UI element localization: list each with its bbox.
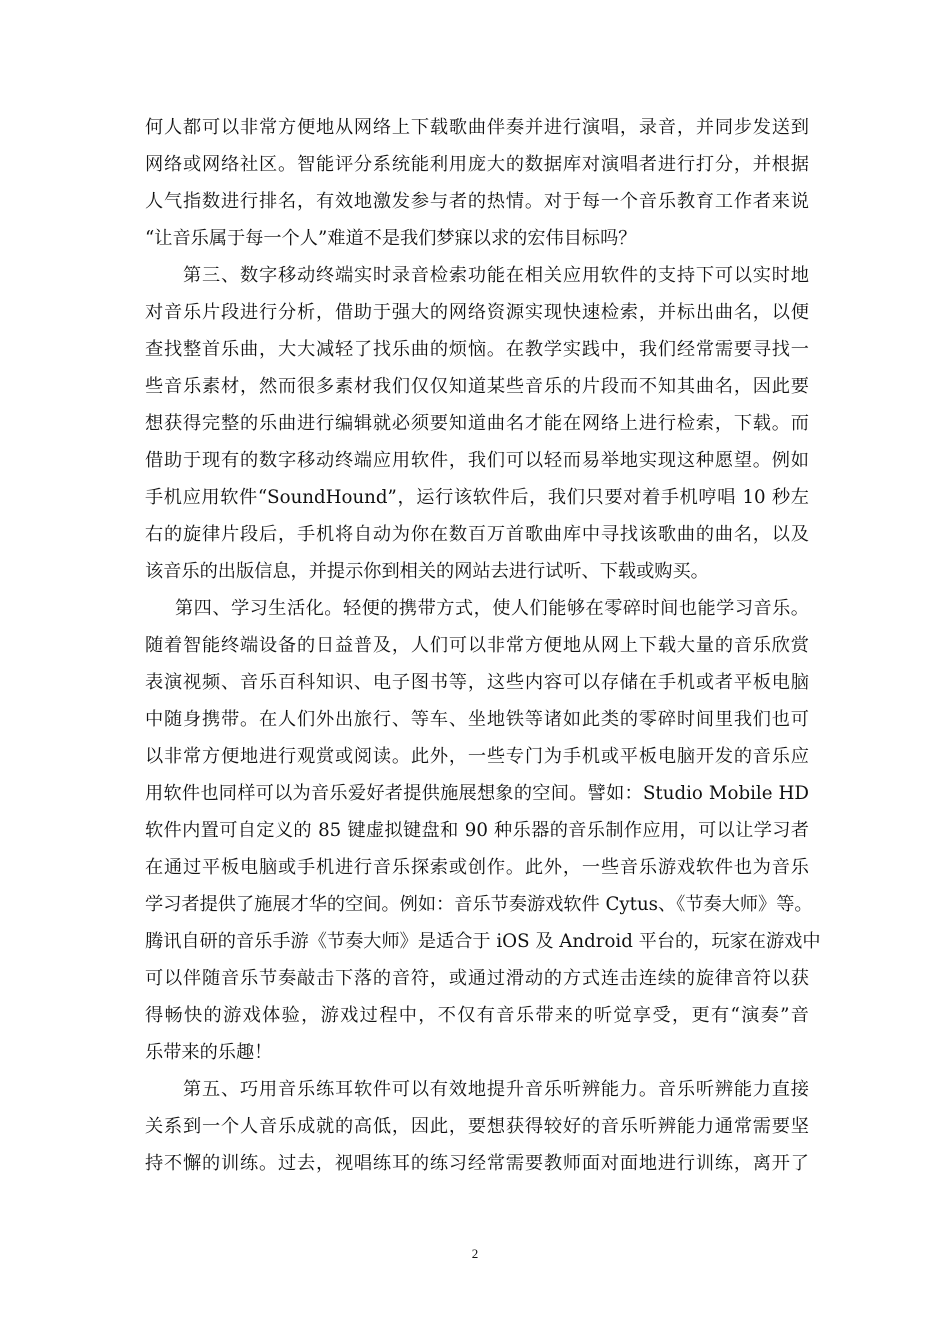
text-line: 人气指数进行排名，有效地激发参与者的热情。对于每一个音乐教育工作者来说: [145, 191, 809, 212]
text-line: 学习者提供了施展才华的空间。例如：音乐节奏游戏软件 Cytus、《节奏大师》等。: [145, 894, 813, 915]
text-line: 借助于现有的数字移动终端应用软件，我们可以轻而易举地实现这种愿望。例如: [145, 450, 809, 471]
text-line: 可以伴随音乐节奏敲击下落的音符，或通过滑动的方式连击连续的旋律音符以获: [145, 968, 809, 989]
paragraph-first-line: 第四、学习生活化。轻便的携带方式，使人们能够在零碎时间也能学习音乐。: [175, 598, 809, 619]
text-line: 表演视频、音乐百科知识、电子图书等，这些内容可以存储在手机或者平板电脑: [145, 672, 809, 693]
text-line: 关系到一个人音乐成就的高低，因此，要想获得较好的音乐听辨能力通常需要坚: [145, 1116, 809, 1137]
text-line: 得畅快的游戏体验，游戏过程中，不仅有音乐带来的听觉享受，更有“演奏”音: [145, 1005, 809, 1026]
text-line: 网络或网络社区。智能评分系统能利用庞大的数据库对演唱者进行打分，并根据: [145, 154, 809, 175]
text-line: 该音乐的出版信息，并提示你到相关的网站去进行试听、下载或购买。: [145, 561, 709, 582]
text-line: 中随身携带。在人们外出旅行、等车、坐地铁等诸如此类的零碎时间里我们也可: [145, 709, 809, 730]
text-line: 想获得完整的乐曲进行编辑就必须要知道曲名才能在网络上进行检索，下载。而: [145, 413, 809, 434]
text-line: 些音乐素材，然而很多素材我们仅仅知道某些音乐的片段而不知其曲名，因此要: [145, 376, 809, 397]
paragraph-first-line: 第五、巧用音乐练耳软件可以有效地提升音乐听辨能力。音乐听辨能力直接: [183, 1079, 809, 1100]
text-line: 以非常方便地进行观赏或阅读。此外，一些专门为手机或平板电脑开发的音乐应: [145, 746, 809, 767]
paragraph-first-line: 第三、数字移动终端实时录音检索功能在相关应用软件的支持下可以实时地: [183, 265, 809, 286]
text-line: “让音乐属于每一个人”难道不是我们梦寐以求的宏伟目标吗？: [145, 228, 637, 249]
page-number: 2: [471, 1246, 479, 1261]
text-line: 右的旋律片段后，手机将自动为你在数百万首歌曲库中寻找该歌曲的曲名，以及: [145, 524, 809, 545]
text-line: 查找整首乐曲，大大减轻了找乐曲的烦恼。在教学实践中，我们经常需要寻找一: [145, 339, 809, 360]
text-line: 对音乐片段进行分析，借助于强大的网络资源实现快速检索，并标出曲名，以便: [145, 302, 809, 323]
text-line: 乐带来的乐趣！: [145, 1042, 273, 1063]
text-line: 随着智能终端设备的日益普及，人们可以非常方便地从网上下载大量的音乐欣赏: [145, 635, 809, 656]
text-line: 在通过平板电脑或手机进行音乐探索或创作。此外，一些音乐游戏软件也为音乐: [145, 857, 809, 878]
text-line: 软件内置可自定义的 85 键虚拟键盘和 90 种乐器的音乐制作应用，可以让学习者: [145, 820, 809, 841]
text-line: 手机应用软件“SoundHound”，运行该软件后，我们只要对着手机哼唱 10 秒左: [145, 487, 809, 508]
text-line: 用软件也同样可以为音乐爱好者提供施展想象的空间。譬如：Studio Mobile HD: [145, 783, 809, 804]
text-line: 持不懈的训练。过去，视唱练耳的练习经常需要教师面对面地进行训练，离开了: [145, 1153, 809, 1174]
text-line: 何人都可以非常方便地从网络上下载歌曲伴奏并进行演唱，录音，并同步发送到: [145, 117, 809, 138]
text-line: 腾讯自研的音乐手游《节奏大师》是适合于 iOS 及 Android 平台的，玩家在游戏中: [145, 931, 821, 952]
